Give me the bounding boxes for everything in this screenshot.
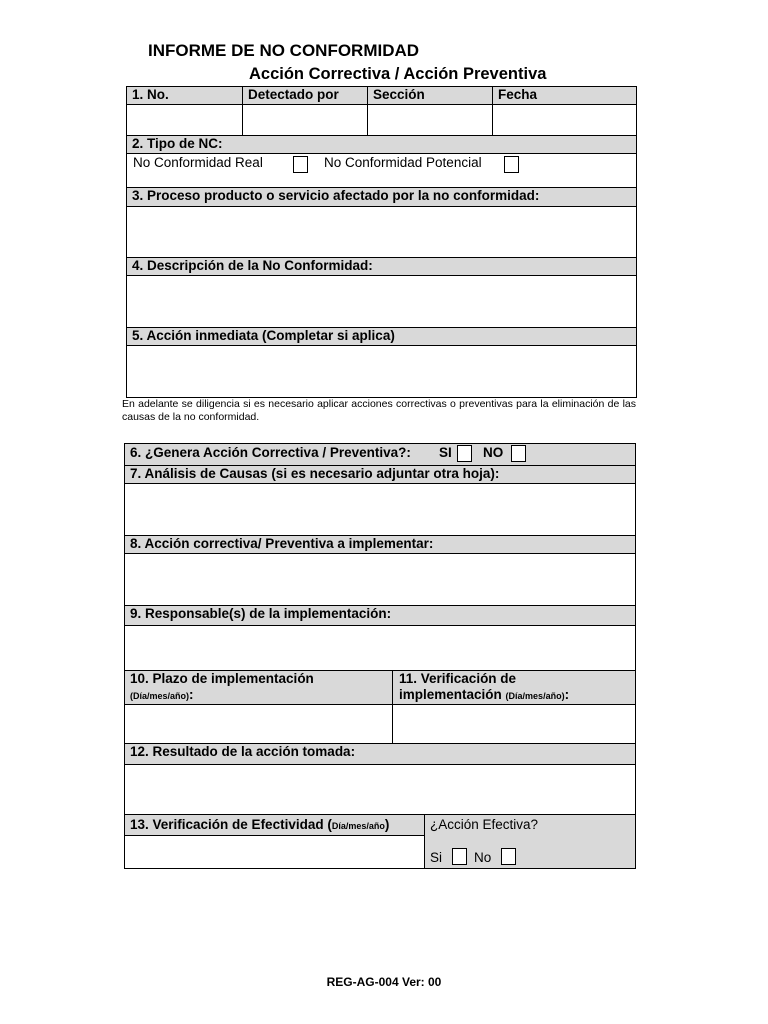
effective-no-checkbox[interactable] [501,848,516,865]
section-11-header [399,671,569,704]
section-11-label-line2: implementación [399,687,502,702]
section-8-header: 8. Acción correctiva/ Preventiva a implementar: [125,536,635,554]
page-subtitle: Acción Correctiva / Acción Preventiva [249,65,547,83]
effective-yes-checkbox[interactable] [452,848,467,865]
section-8-box [124,535,636,606]
section-13-suffix: ) [384,817,390,832]
section-5-header: 5. Acción inmediata (Completar si aplica) [127,328,636,346]
effective-yes-label: Si [430,850,443,865]
section-10-11-box [124,670,636,744]
section-13-label: 13. Verificación de Efectividad ( [130,817,332,832]
section-12-header: 12. Resultado de la acción tomada: [125,744,635,765]
effective-action-question: ¿Acción Efectiva? [430,817,539,832]
section-field[interactable] [368,105,492,135]
section-11-date-hint: (Día/mes/año) [505,691,565,701]
section-3-header: 3. Proceso producto o servicio afectado por la no conformidad: [127,188,636,207]
section-11-suffix: : [564,687,570,702]
cause-analysis-field[interactable] [125,484,635,535]
section-4-box [126,257,637,328]
section-6-yes-label: SI [439,445,452,460]
potential-nc-checkbox[interactable] [504,156,519,173]
section-2-header: 2. Tipo de NC: [127,136,636,154]
responsible-field[interactable] [125,626,635,670]
section-11-label-line1: 11. Verificación de [399,671,517,686]
nc-description-field[interactable] [127,276,636,327]
no-field[interactable] [127,105,242,135]
section-9-header: 9. Responsable(s) de la implementación: [125,606,635,626]
section-4-header: 4. Descripción de la No Conformidad: [127,258,636,276]
implementation-verification-field[interactable] [393,706,635,743]
date-field[interactable] [493,105,636,135]
section-10-date-hint: (Día/mes/año) [130,691,190,701]
section-12-box [124,743,636,815]
detected-by-field[interactable] [243,105,367,135]
option-potential-label: No Conformidad Potencial [324,155,482,170]
section-13-box [124,814,636,869]
instructions-note: En adelante se diligencia si es necesario aplicar acciones correctivas o preventivas para la eliminación de las causas de la no conformidad. [122,398,636,423]
section-7-header: 7. Análisis de Causas (si es necesario adjuntar otra hoja): [125,466,635,484]
section-13-date-hint: Día/mes/año [331,821,385,831]
column-header-date: Fecha [498,87,538,102]
section-10-header [130,671,314,704]
section-2-box [126,135,637,188]
action-to-implement-field[interactable] [125,554,635,605]
section-1-table [126,86,637,136]
section-13-header [130,817,389,832]
section-9-box [124,605,636,671]
section-6-no-label: NO [483,445,504,460]
document-code: REG-AG-004 Ver: 00 [326,975,442,989]
section-6-header: 6. ¿Genera Acción Correctiva / Preventiva?: [130,445,411,460]
immediate-action-field[interactable] [127,346,636,397]
section-5-box [126,327,637,398]
effectiveness-verification-field[interactable] [125,837,424,868]
section-10-suffix: : [189,687,194,702]
affected-process-field[interactable] [127,207,636,257]
effective-no-label: No [474,850,492,865]
section-10-label: 10. Plazo de implementación [130,671,314,686]
column-header-section: Sección [373,87,425,102]
section-7-box [124,465,636,536]
column-header-detected-by: Detectado por [248,87,339,102]
page-title: INFORME DE NO CONFORMIDAD [148,41,420,60]
action-result-field[interactable] [125,765,635,814]
column-header-no: 1. No. [132,87,169,102]
real-nc-checkbox[interactable] [293,156,308,173]
generates-action-yes-checkbox[interactable] [457,445,472,462]
section-6-box [124,443,636,466]
generates-action-no-checkbox[interactable] [511,445,526,462]
option-real-label: No Conformidad Real [133,155,263,170]
implementation-deadline-field[interactable] [125,706,392,743]
section-3-box [126,187,637,258]
